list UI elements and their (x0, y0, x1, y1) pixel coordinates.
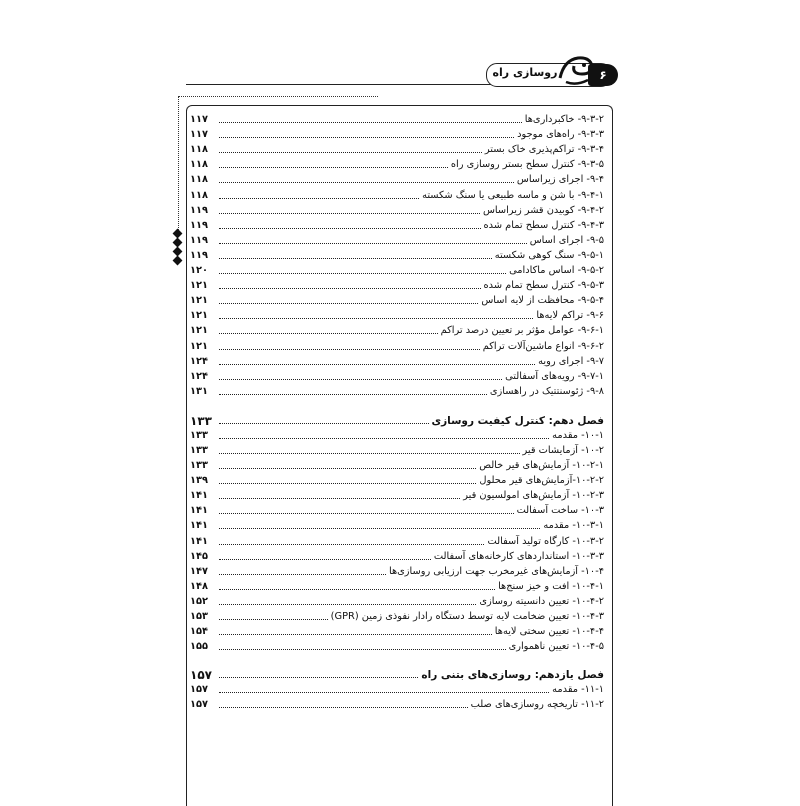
decorative-dotted-line (178, 96, 378, 97)
toc-entry (190, 307, 604, 322)
toc-entry-title: ۱۰-۳-۲- کارگاه تولید آسفالت (487, 535, 604, 547)
dot-leader (219, 394, 487, 395)
toc-entry (190, 623, 604, 638)
toc-entry (190, 217, 604, 232)
toc-entry (190, 427, 604, 442)
toc-entry-page: ۱۴۱ (190, 535, 208, 547)
dot-leader (219, 198, 419, 199)
toc-entry (190, 457, 604, 472)
toc-entry-page: ۱۳۳ (190, 444, 208, 456)
toc-entry-page: ۱۲۴ (190, 370, 208, 382)
toc-entry-title: ۹-۵- اجرای اساس (529, 234, 604, 246)
dot-leader (219, 604, 476, 605)
toc-entry-title: ۹-۷-۱- رویه‌های آسفالتی (505, 370, 604, 382)
toc-entry-title: ۱۰-۴-۲- تعیین دانسیته روسازی (479, 595, 604, 607)
toc-entry (190, 681, 604, 696)
toc-entry-title: ۱۰-۲-۳- آزمایش‌های امولسیون قیر (463, 490, 604, 502)
toc-entry (190, 472, 604, 487)
toc-entry-page: ۱۳۱ (190, 385, 208, 397)
toc-entry-page: ۱۴۱ (190, 520, 208, 532)
toc-entry-page: ۱۲۱ (190, 280, 208, 292)
toc-entry (190, 696, 604, 711)
toc-entry-title: ۱۰-۲- آزمایشات قیر (522, 444, 604, 456)
toc-entry-title: ۹-۷- اجرای رویه (538, 355, 604, 367)
dot-leader (219, 544, 484, 545)
dot-leader (219, 152, 482, 153)
toc-entry-page: ۱۳۹ (190, 475, 208, 487)
toc-entry (190, 442, 604, 457)
toc-entry (190, 593, 604, 608)
dot-leader (219, 288, 481, 289)
toc-entry (190, 502, 604, 517)
toc-entry (190, 532, 604, 547)
decorative-dotted-line-vertical (178, 96, 179, 234)
toc-entry-title: ۱۰-۲-۱- آزمایش‌های قیر خالص (479, 460, 604, 472)
dot-leader (219, 438, 549, 439)
toc-entry (190, 156, 604, 171)
toc-entry-page: ۱۵۴ (190, 626, 208, 638)
toc-entry-page: ۱۲۱ (190, 340, 208, 352)
dot-leader (219, 468, 476, 469)
toc-entry-title: ۹-۶- تراکم لایه‌ها (536, 310, 604, 322)
toc-entry-page: ۱۱۹ (190, 249, 208, 261)
toc-entry-title: ۱۰-۱- مقدمه (552, 429, 604, 441)
decorative-diamonds-icon (171, 228, 185, 266)
toc-entry (190, 578, 604, 593)
toc-entry (190, 277, 604, 292)
toc-entry-page: ۱۲۴ (190, 355, 208, 367)
toc-entry-page: ۱۱۹ (190, 234, 208, 246)
toc-entry-title: ۹-۳-۲- خاکبرداری‌ها (524, 114, 604, 126)
dot-leader (219, 498, 460, 499)
dot-leader (219, 273, 506, 274)
toc-entry-page: ۱۵۲ (190, 595, 208, 607)
toc-entry-page: ۱۲۰ (190, 265, 208, 277)
page-number: ۶ (588, 64, 618, 86)
toc-entry (190, 202, 604, 217)
dot-leader (219, 559, 431, 560)
toc-entry-page: ۱۲۱ (190, 310, 208, 322)
toc-entry (190, 262, 604, 277)
toc-entry (190, 487, 604, 502)
toc-entry-title: ۹-۵-۳- کنترل سطح تمام شده (483, 280, 604, 292)
toc-entry-page: ۱۱۹ (190, 219, 208, 231)
toc-entry (190, 608, 604, 623)
table-of-contents (190, 111, 604, 711)
dot-leader (219, 213, 480, 214)
toc-entry-page: ۱۵۷ (190, 699, 208, 711)
dot-leader (219, 574, 386, 575)
toc-entry-title: ۹-۵-۲- اساس ماکادامی (509, 265, 604, 277)
toc-entry-page: ۱۴۵ (190, 550, 208, 562)
dot-leader (219, 228, 481, 229)
toc-entry-title: ۱۰-۴-۵- تعیین ناهمواری (508, 641, 604, 653)
toc-entry-page: ۱۳۳ (190, 460, 208, 472)
toc-entry-title: ۹-۴-۱- با شن و ماسه طبیعی یا سنگ شکسته (422, 189, 604, 201)
dot-leader (219, 589, 495, 590)
toc-entry-title: ۹-۶-۲- انواع ماشین‌آلات تراکم (482, 340, 604, 352)
toc-entry-title: ۱۱-۱- مقدمه (552, 684, 604, 696)
dot-leader (219, 303, 478, 304)
dot-leader (219, 619, 328, 620)
toc-entry-title: ۱۱-۲- تاریخچه روسازی‌های صلب (470, 699, 604, 711)
dot-leader (219, 379, 502, 380)
toc-entry (190, 337, 604, 352)
dot-leader (219, 649, 506, 650)
toc-entry-page: ۱۴۸ (190, 580, 208, 592)
toc-entry-title: ۱۰-۳-۳- استانداردهای کارخانه‌های آسفالت (433, 550, 604, 562)
toc-entry-title: ۱۰-۳- ساخت آسفالت (516, 505, 604, 517)
toc-entry (190, 171, 604, 186)
toc-entry (190, 232, 604, 247)
toc-entry-page: ۱۱۷ (190, 129, 208, 141)
dot-leader (219, 349, 480, 350)
toc-entry (190, 353, 604, 368)
toc-entry-title: ۹-۴-۲- کوبیدن قشر زیراساس (482, 204, 604, 216)
toc-entry-page: ۱۳۳ (190, 429, 208, 441)
chapter-heading: فصل دهم: کنترل کیفیت روسازی ۱۳۳ (190, 413, 604, 428)
toc-entry-title: ۹-۳-۴- تراکم‌پذیری خاک بستر (484, 144, 604, 156)
dot-leader (219, 483, 476, 484)
toc-entry-title: ۹-۸- ژئوسنتتیک در راهسازی (489, 385, 604, 397)
toc-entry (190, 383, 604, 398)
toc-entry-page: ۱۴۱ (190, 505, 208, 517)
toc-entry (190, 548, 604, 563)
toc-entry-title: ۹-۴- اجرای زیراساس (516, 174, 604, 186)
dot-leader (219, 513, 514, 514)
toc-entry (190, 368, 604, 383)
toc-entry-page: ۱۲۱ (190, 325, 208, 337)
toc-entry-page: ۱۱۷ (190, 114, 208, 126)
toc-entry-page: ۱۱۸ (190, 144, 208, 156)
toc-entry (190, 186, 604, 201)
toc-entry-page: ۱۵۵ (190, 641, 208, 653)
toc-entry-page: ۱۲۱ (190, 295, 208, 307)
toc-entry (190, 126, 604, 141)
toc-entry-title: ۱۰-۲-۲-آزمایش‌های قیر محلول (479, 475, 604, 487)
dot-leader (219, 528, 540, 529)
book-title: روسازی راه (492, 66, 558, 79)
toc-entry-page: ۱۱۸ (190, 174, 208, 186)
dot-leader (219, 122, 522, 123)
dot-leader (219, 453, 520, 454)
toc-entry-title: ۱۰-۴- آزمایش‌های غیرمخرب جهت ارزیابی روسازی‌ها (388, 565, 604, 577)
dot-leader (219, 258, 492, 259)
dot-leader (219, 333, 438, 334)
toc-entry (190, 141, 604, 156)
toc-entry-title: ۹-۳-۵- کنترل سطح بستر روسازی راه (450, 159, 604, 171)
dot-leader (219, 707, 468, 708)
dot-leader (219, 243, 527, 244)
toc-entry-title: ۱۰-۴-۱- افت و خیز سنج‌ها (498, 580, 604, 592)
toc-entry-page: ۱۴۷ (190, 565, 208, 577)
dot-leader (219, 167, 448, 168)
dot-leader (219, 137, 514, 138)
toc-entry (190, 247, 604, 262)
toc-entry-page: ۱۵۳ (190, 611, 208, 622)
toc-entry-page: ۱۱۹ (190, 204, 208, 216)
toc-entry (190, 563, 604, 578)
dot-leader (219, 692, 549, 693)
chapter-heading: فصل یازدهم: روسازی‌های بتنی راه ۱۵۷ (190, 668, 604, 683)
toc-entry (190, 638, 604, 653)
toc-entry-title: ۹-۴-۳- کنترل سطح تمام شده (483, 219, 604, 231)
toc-entry-page: ۱۵۷ (190, 684, 208, 696)
toc-entry-page: ۱۱۸ (190, 159, 208, 171)
dot-leader (219, 182, 514, 183)
toc-entry-title: ۱۰-۴-۳- تعیین ضخامت لایه توسط دستگاه رادار نفوذی زمین (GPR) (330, 611, 604, 622)
toc-entry-title: ۱۰-۴-۴- تعیین سختی لایه‌ها (494, 626, 604, 638)
toc-entry-title: ۹-۵-۴- محافظت از لایه اساس (481, 295, 604, 307)
dot-leader (219, 318, 533, 319)
toc-entry-title: ۹-۶-۱- عوامل مؤثر بر تعیین درصد تراکم (440, 325, 604, 337)
toc-entry (190, 111, 604, 126)
toc-entry (190, 517, 604, 532)
toc-entry (190, 322, 604, 337)
toc-entry-title: ۱۰-۳-۱- مقدمه (543, 520, 604, 532)
toc-entry-page: ۱۱۸ (190, 189, 208, 201)
dot-leader (219, 634, 492, 635)
toc-entry (190, 292, 604, 307)
toc-entry-title: ۹-۵-۱- سنگ کوهی شکسته (494, 249, 604, 261)
toc-entry-page: ۱۴۱ (190, 490, 208, 502)
dot-leader (219, 364, 535, 365)
toc-entry-title: ۹-۳-۳- راه‌های موجود (517, 129, 604, 141)
